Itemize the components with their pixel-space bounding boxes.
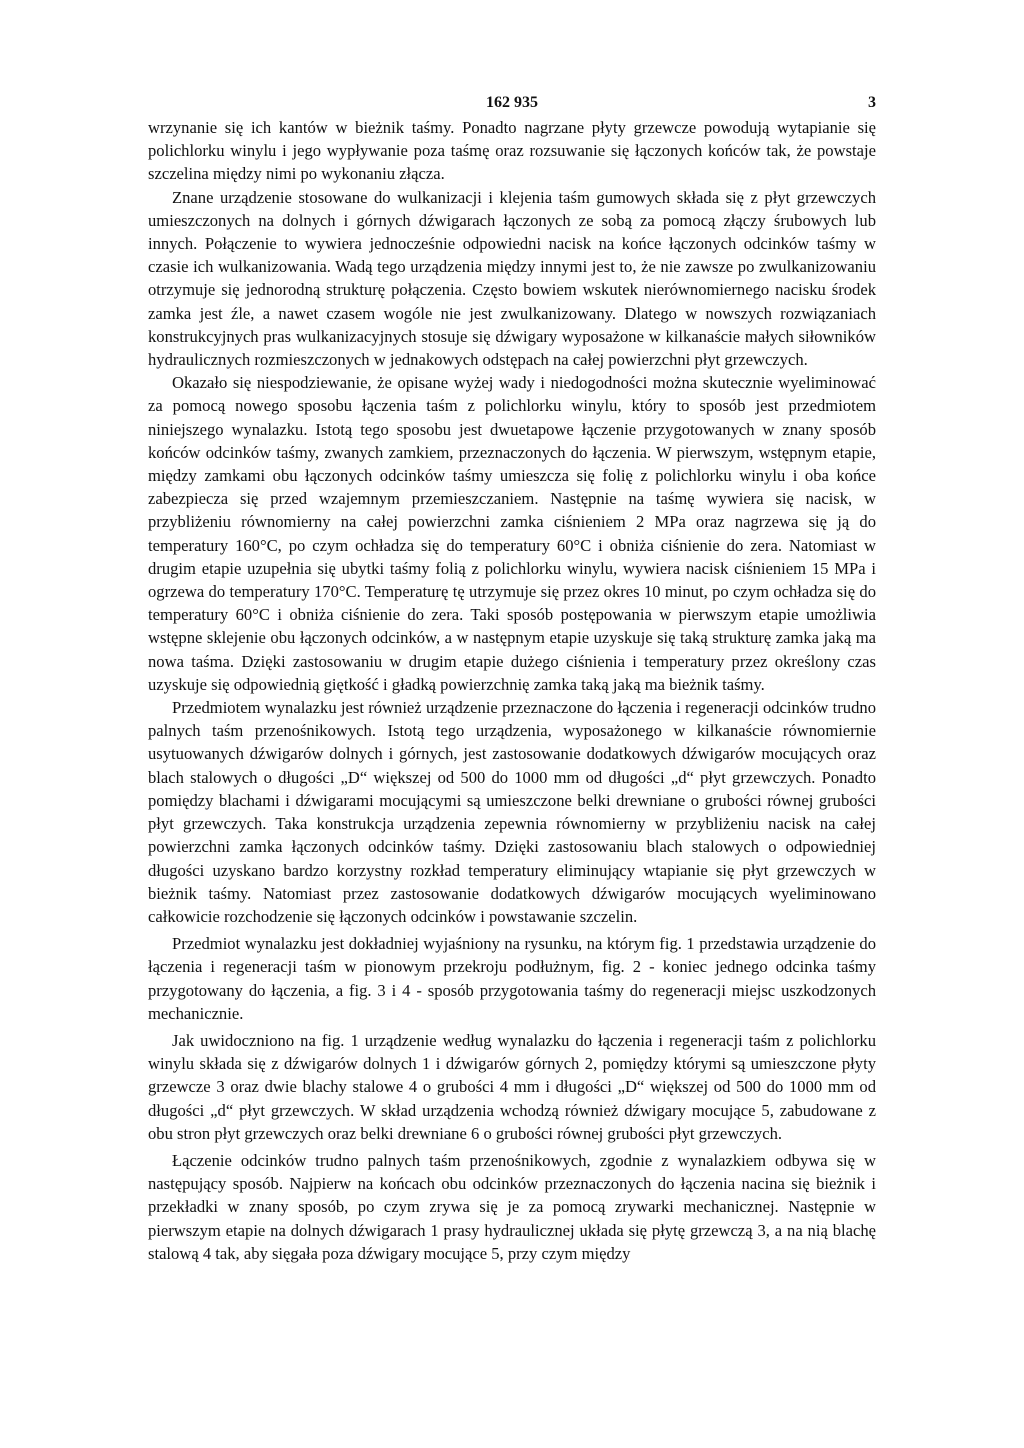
body-text [148,116,876,1265]
page-header [148,92,876,114]
patent-number: 162 935 [486,94,538,111]
paragraph-known-device: Znane urządzenie stosowane do wulkanizacji i klejenia taśm gumowych składa się z płyt grzewczych umieszczonych na dolnych i górnych dźwigarach łączonych ze sobą za pomocą złączy śrubowych lub innych. Połączenie to wywiera jednocześnie odpowiedni nacisk na końce łączonych odcinków taśmy w czasie ich wulkanizowania. Wadą tego urządzenia między innymi jest to, że nie zawsze po zwulkanizowaniu otrzymuje się jednorodną strukturę połączenia. Często bowiem wskutek nierównomiernego nacisku środek zamka jest źle, a nawet czasem wogóle nie jest zwulkanizowany. Dlatego w nowszych rozwiązaniach konstrukcyjnych pras wulkanizacyjnych stosuje się dźwigary wyposażone w kilkanaście małych siłowników hydraulicznych rozmieszczonych w jednakowych odstępach na całej powierzchni płyt grzewczych. [148,187,876,370]
paragraph-continuation: wrzynanie się ich kantów w bieżnik taśmy. Ponadto nagrzane płyty grzewcze powodują wytapianie się polichlorku winylu i jego wypływanie poza taśmę oraz rozsuwanie się łączonych końców tak, że powstaje szczelina między nimi po wykonaniu złącza. [148,118,876,184]
paragraph-drawing-description: Przedmiot wynalazku jest dokładniej wyjaśniony na rysunku, na którym fig. 1 przedstawia urządzenie do łączenia i regeneracji taśm w pionowym przekroju podłużnym, fig. 2 - koniec jednego odcinka taśmy przygotowany do łączenia, a fig. 3 i 4 - sposób przygotowania taśmy do regeneracji miejsc uszkodzonych mechanicznie. [148,934,876,1023]
paragraph-fig1-description: Jak uwidoczniono na fig. 1 urządzenie według wynalazku do łączenia i regeneracji taśm z polichlorku winylu składa się z dźwigarów dolnych 1 i dźwigarów górnych 2, pomiędzy którymi są umieszczone płyty grzewcze 3 oraz dwie blachy stalowe 4 o grubości 4 mm i długości „D“ większej od 500 do 1000 mm od długości „d“ płyt grzewczych. W skład urządzenia wchodzą również dźwigary mocujące 5, zabudowane z obu stron płyt grzewczych oraz belki drewniane 6 o grubości równej grubości płyt grzewczych. [148,1030,876,1143]
paragraph-invention-device: Przedmiotem wynalazku jest również urządzenie przeznaczone do łączenia i regeneracji odcinków trudno palnych taśm przenośnikowych. Istotą tego urządzenia, wyposażonego w kilkanaście równomiernie usytuowanych dźwigarów dolnych i górnych, jest zastosowanie dodatkowych dźwigarów mocujących oraz blach stalowych o długości „D“ większej od 500 do 1000 mm od długości „d“ płyt grzewczych. Ponadto pomiędzy blachami i dźwigarami mocującymi są umieszczone belki drewniane o grubości równej grubości płyt grzewczych. Taka konstrukcja urządzenia zepewnia równomierny w przybliżeniu nacisk na całej powierzchni zamka łączonych odcinków taśmy. Dzięki zastosowaniu blach stalowych o odpowiedniej długości uzyskano bardzo korzystny rozkład temperatury eliminujący wtapianie się płyt grzewczych w bieżnik taśmy. Natomiast przez zastosowanie dodatkowych dźwigarów mocujących wyeliminowano całkowicie rozchodzenie się łączonych odcinków i powstawanie szczelin. [148,698,876,926]
paragraph-invention-method: Okazało się niespodziewanie, że opisane wyżej wady i niedogodności można skutecznie wyeliminować za pomocą nowego sposobu łączenia taśm z polichlorku winylu, który to sposób jest przedmiotem niniejszego wynalazku. Istotą tego sposobu jest dwuetapowe łączenie przygotowanych w znany sposób końców odcinków taśmy, zwanych zamkiem, przeznaczonych do łączenia. W pierwszym, wstępnym etapie, między zamkami obu łączonych odcinków taśmy umieszcza się folię z polichlorku winylu i oba końce zabezpiecza się przed wzajemnym przemieszczaniem. Następnie na taśmę wywiera się nacisk, w przybliżeniu równomierny na całej powierzchni zamka ciśnieniem 2 MPa oraz nagrzewa się ją do temperatury 160°C, po czym ochładza się do temperatury 60°C i obniża ciśnienie do zera. Natomiast w drugim etapie uzupełnia się ubytki taśmy folią z polichlorku winylu, wywiera nacisk ciśnieniem 15 MPa i ogrzewa do temperatury 170°C. Temperaturę tę utrzymuje się przez okres 10 minut, po czym ochładza się do temperatury 60°C i obniża ciśnienie do zera. Taki sposób postępowania w pierwszym etapie umożliwia wstępne sklejenie obu łączonych odcinków, a w następnym etapie uzyskuje się taką strukturę zamka jaką ma nowa taśma. Dzięki zastosowaniu w drugim etapie dużego ciśnienia i temperatury przez określony czas uzyskuje się odpowiednią giętkość i gładką powierzchnię zamka taką jaką ma bieżnik taśmy. [148,373,876,694]
page-number: 3 [868,94,876,111]
paragraph-joining-procedure: Łączenie odcinków trudno palnych taśm przenośnikowych, zgodnie z wynalazkiem odbywa się w następujący sposób. Najpierw na końcach obu odcinków przeznaczonych do łączenia nacina się bieżnik i przekładki w znany sposób, po czym zrywa się je za pomocą zrywarki mechanicznej. Następnie w pierwszym etapie na dolnych dźwigarach 1 prasy hydraulicznej układa się płytę grzewczą 3, a na nią blachę stalową 4 tak, aby sięgała poza dźwigary mocujące 5, przy czym między [148,1150,876,1263]
